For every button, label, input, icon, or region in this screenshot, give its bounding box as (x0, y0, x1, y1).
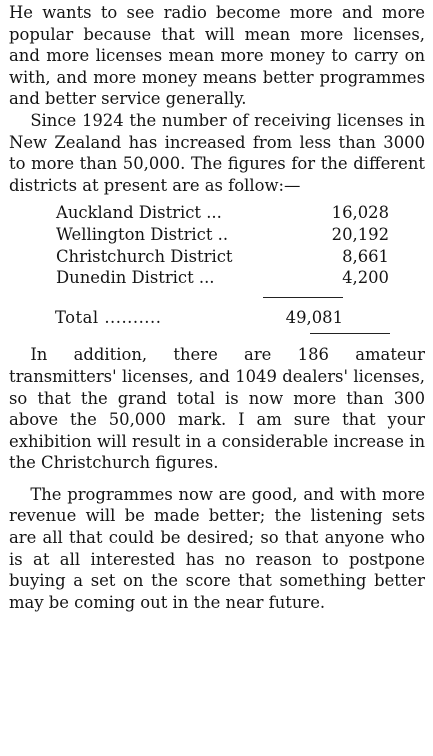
district-count: 8,661 (342, 246, 389, 266)
spacer (9, 474, 425, 484)
district-name: Auckland District ... (56, 203, 222, 223)
paragraph-license-growth: Since 1924 the number of receiving licenses in New Zealand has increased from less than 3000 to more than 50,000. The figures for the different districts at present are as follow:— (9, 110, 425, 195)
paragraph-additional-licenses: In addition, there are 186 amateur transmitters' licenses, and 1049 dealers' licenses, so that the grand total is now more than 300 above the 50,000 mark. I am sure that your exhibition will result in a considerable increase in the Christchurch figures. (9, 345, 425, 473)
district-license-table (56, 202, 389, 288)
spacer (9, 334, 425, 344)
district-row (56, 224, 389, 246)
district-name: Dunedin District ... (56, 268, 215, 288)
district-count: 16,028 (331, 203, 389, 223)
district-count: 20,192 (331, 224, 389, 244)
paragraph-radio-popularity: He wants to see radio become more and more popular because that will mean more licenses, and more licenses mean more money to carry on with, and more money means better programmes and better service generally. (9, 3, 425, 109)
district-row (56, 202, 389, 224)
paragraph-programmes: The programmes now are good, and with more revenue will be made better; the listening sets are all that could be desired; so that anyone who is at all interested has no reason to postpone buying a set on the score that something better may be coming out in the near future. (9, 484, 425, 612)
district-row (56, 267, 389, 289)
total-label: Total .......... (55, 307, 162, 327)
district-count: 4,200 (342, 268, 389, 288)
sum-rule (263, 297, 343, 298)
district-name: Christchurch District (56, 246, 233, 266)
district-row (56, 246, 389, 268)
district-name: Wellington District .. (56, 224, 229, 244)
total-row (55, 307, 343, 329)
total-count: 49,081 (285, 307, 343, 327)
